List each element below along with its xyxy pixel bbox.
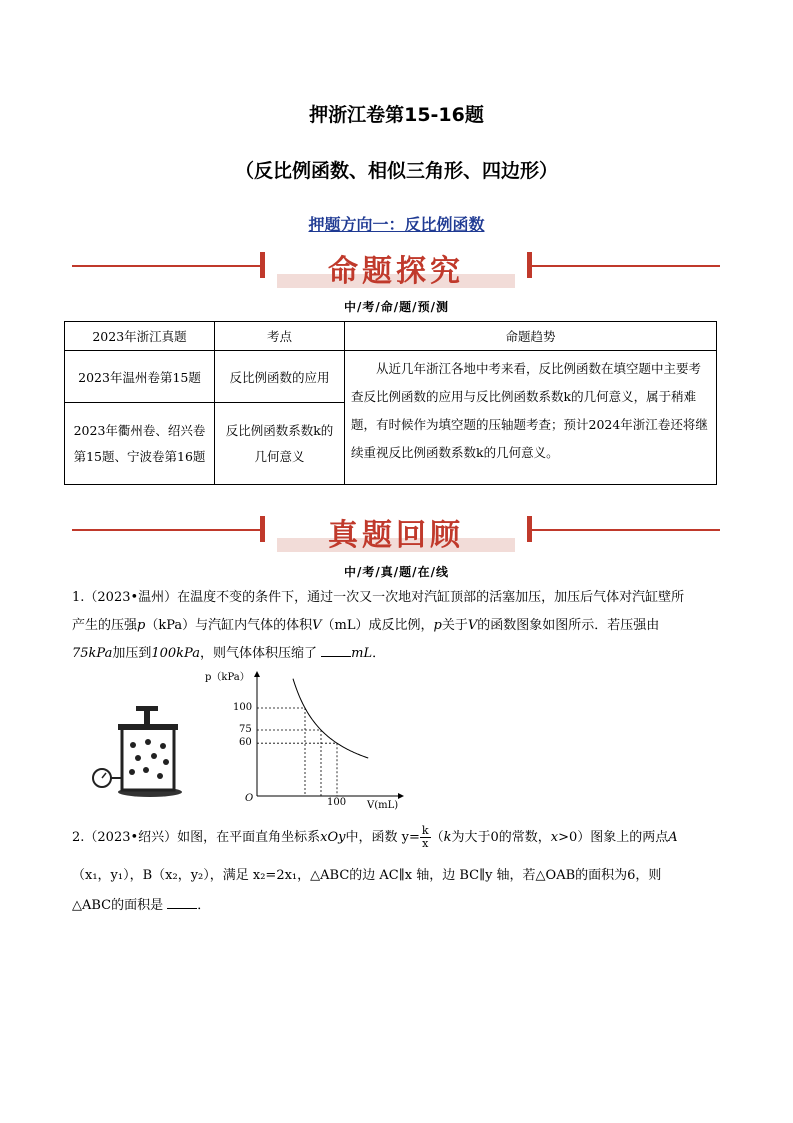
question-2 <box>72 823 722 921</box>
banner-section-2 <box>72 512 720 552</box>
banner-caption: 中/考/真/题/在/线 <box>344 565 449 579</box>
banner-caption: 中/考/命/题/预/测 <box>344 300 449 314</box>
direction-heading: 押题方向一：反比例函数 <box>308 215 485 234</box>
y-tick-label: 75 <box>239 724 252 735</box>
q2-line2: （x₁，y₁），B（x₂，y₂），满足 x₂=2x₁，△ABC的边 AC∥x 轴，边 BC∥y 轴，若△OAB的面积为6，则 <box>72 868 662 883</box>
trend-cell: 从近几年浙江各地中考来看，反比例函数在填空题中主要考查反比例函数的应用与反比例函数系数k的几何意义，属于稍难题，有时候作为填空题的压轴题考查；预计2024年浙江卷还将继续重视反比例函数系数k的几何意义。 <box>345 351 717 485</box>
cylinder-illustration <box>88 700 198 800</box>
page-title: 押浙江卷第15-16题 <box>309 104 484 126</box>
q1-line1: 1.（2023•温州）在温度不变的条件下，通过一次又一次地对汽缸顶部的活塞加压，加压后气体对汽缸壁所 <box>72 590 685 605</box>
origin-label: O <box>245 793 254 804</box>
series-line <box>293 679 368 758</box>
answer-blank[interactable] <box>321 644 351 657</box>
table-cell: 反比例函数系数k的几何意义 <box>215 403 345 485</box>
pv-chart-svg <box>205 668 405 816</box>
page-subtitle: （反比例函数、相似三角形、四边形） <box>234 160 558 182</box>
y-tick-label: 60 <box>239 737 252 748</box>
x-tick-label: 100 <box>327 797 347 808</box>
banner-section-1 <box>72 248 720 288</box>
exam-table <box>64 321 717 485</box>
y-tick-label: 100 <box>233 702 253 713</box>
table-header: 2023年浙江真题 <box>65 322 215 351</box>
banner-label: 命题探究 <box>328 254 464 289</box>
q1-line2: 产生的压强p（kPa）与汽缸内气体的体积V（mL）成反比例，p关于V的函数图象如图所示．若压强由 <box>72 618 660 633</box>
q2-line1: 2.（2023•绍兴）如图，在平面直角坐标系xOy中，函数 y= $\frac{k}{x}$ （k为大于0的常数，x>0）图象上的两点A <box>72 824 678 850</box>
q1-line3: 75kPa加压到100kPa，则气体体积压缩了 mL． <box>72 646 386 661</box>
table-cell: 反比例函数的应用 <box>215 351 345 403</box>
question-1 <box>72 584 722 668</box>
answer-blank[interactable] <box>167 896 197 909</box>
table-cell: 2023年温州卷第15题 <box>65 351 215 403</box>
y-axis-label: p（kPa） <box>205 672 250 683</box>
table-header: 考点 <box>215 322 345 351</box>
fraction-k-over-x: $\frac{k}{x}$ <box>421 824 429 850</box>
banner-label: 真题回顾 <box>328 518 464 553</box>
x-axis-label: V(mL) <box>367 800 399 811</box>
fraction: y= <box>401 829 420 845</box>
table-cell: 2023年衢州卷、绍兴卷第15题、宁波卷第16题 <box>65 403 215 485</box>
pv-graph <box>205 668 405 816</box>
q2-line3: △ABC的面积是 ． <box>72 898 211 913</box>
table-header: 命题趋势 <box>345 322 717 351</box>
